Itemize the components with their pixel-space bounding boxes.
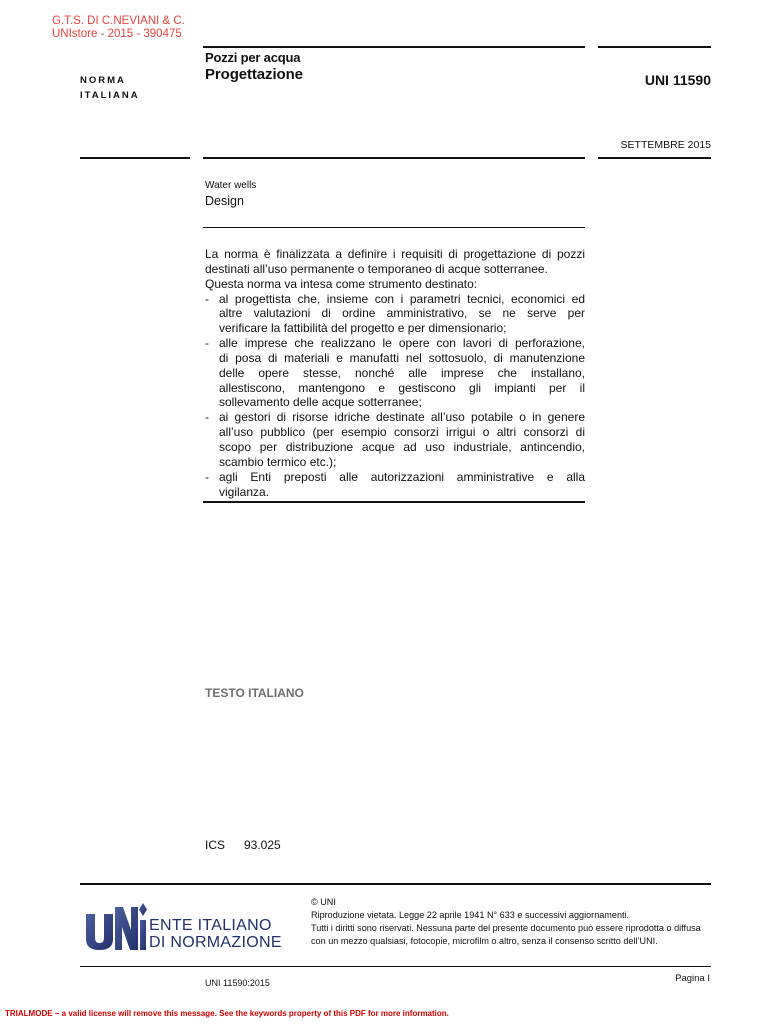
- logo-letter-i: [140, 920, 146, 950]
- standard-code: UNI 11590: [644, 72, 711, 88]
- rule-footer-top: [80, 883, 711, 885]
- document-subtitle: Pozzi per acqua: [205, 50, 301, 65]
- body-text-line: scambio termico etc.);: [219, 454, 337, 469]
- body-text-line: al progettista che, insieme con i parametri tecnici, economici ed: [219, 291, 585, 306]
- list-bullet: -: [205, 469, 209, 484]
- footer-document-code: UNI 11590:2015: [205, 978, 270, 988]
- intro-paragraph: [205, 277, 585, 292]
- trial-mode-notice: TRIALMODE − a valid license will remove this message. See the keywords property of this PDF for more information.: [5, 1009, 449, 1018]
- stamp-line-1: G.T.S. DI C.NEVIANI & C.: [52, 15, 185, 27]
- list-bullet: -: [205, 410, 209, 425]
- logo-wordmark-line-1: ENTE ITALIANO: [149, 917, 272, 934]
- intro-paragraph: [205, 247, 585, 277]
- body-text-line: scopo per distribuzione acque ad uso industriale, antincendio,: [219, 439, 585, 454]
- english-subtitle: Water wells: [205, 180, 257, 191]
- body-text-line: allestiscono, mantengono e gestiscono gli impianti per il: [219, 380, 585, 395]
- logo-wordmark: [149, 917, 282, 951]
- rule-after-english-title: [203, 227, 585, 228]
- list-item: [205, 336, 585, 410]
- legal-line: con un mezzo qualsiasi, fotocopie, microfilm o altro, senza il consenso scritto dell’UNI.: [311, 936, 658, 946]
- logo-letter-n: [115, 907, 138, 950]
- ics-label: ICS: [205, 838, 226, 852]
- uni-logo-icon: [85, 898, 147, 951]
- legal-line: Tutti i diritti sono riservati. Nessuna parte del presente documento può essere riprodotta o diffusa: [311, 923, 701, 933]
- rule-header-left: [80, 157, 190, 159]
- stamp-line-2: UNIstore - 2015 - 390475: [52, 28, 182, 40]
- body-text-line: ai gestori di risorse idriche destinate all’uso potabile o in genere: [219, 410, 585, 425]
- list-bullet: -: [205, 291, 209, 306]
- body-text-line: Questa norma va intesa come strumento destinato:: [205, 276, 478, 291]
- body-text-line: sollevamento delle acque sotterranee;: [219, 395, 422, 410]
- body-text-line: alle imprese che realizzano le opere con lavori di perforazione,: [219, 336, 585, 351]
- rule-after-abstract: [203, 501, 585, 503]
- body-text-line: La norma è finalizzata a definire i requisiti di progettazione di pozzi: [205, 247, 585, 261]
- rule-top-title: [203, 46, 585, 48]
- body-text-line: all’uso pubblico (per esempio consorzi irrigui o altri consorzi di: [219, 425, 585, 440]
- body-text-line: verificare la fattibilità del progetto e per dimensionario;: [219, 321, 507, 336]
- rule-header-right: [598, 157, 711, 159]
- logo-wordmark-line-2: DI NORMAZIONE: [149, 934, 282, 951]
- body-text-line: destinati all’uso permanente o temporaneo di acque sotterranee.: [205, 261, 548, 276]
- distributor-stamp: [52, 15, 185, 41]
- language-label: TESTO ITALIANO: [205, 686, 304, 700]
- logo-letter-i-dot: [139, 903, 147, 916]
- rule-footer-bottom: [80, 966, 711, 967]
- abstract: [205, 247, 585, 499]
- rule-header-middle: [203, 157, 585, 159]
- list-item: [205, 292, 585, 337]
- legal-line: Riproduzione vietata. Legge 22 aprile 1941 N° 633 e successivi aggiornamenti.: [311, 910, 630, 920]
- norma-label: NORMA: [80, 75, 126, 86]
- body-text-line: vigilanza.: [219, 484, 270, 499]
- copyright-notice: [311, 896, 701, 948]
- english-title: Design: [205, 194, 244, 208]
- body-text-line: agli Enti preposti alle autorizzazioni amministrative e alla: [219, 469, 585, 484]
- norma-italiana-label: [80, 73, 140, 103]
- list-item: [205, 410, 585, 469]
- body-text-line: altre valutazioni di ordine amministrativo, se ne serve per: [219, 306, 585, 321]
- body-text-line: di posa di materiali e manufatti nel sottosuolo, di manutenzione: [219, 350, 585, 365]
- publication-date: SETTEMBRE 2015: [620, 139, 711, 151]
- italiana-label: ITALIANA: [80, 90, 140, 101]
- body-text-line: delle opere stesse, nonché alle imprese che installano,: [219, 365, 585, 380]
- logo-letter-u: [86, 914, 113, 950]
- copyright-line: © UNI: [311, 897, 336, 907]
- list-item: [205, 470, 585, 500]
- list-bullet: -: [205, 336, 209, 351]
- rule-top-code: [598, 46, 711, 48]
- document-title: Progettazione: [205, 66, 303, 83]
- page-number: Pagina I: [675, 973, 710, 984]
- ics-value: 93.025: [244, 838, 281, 852]
